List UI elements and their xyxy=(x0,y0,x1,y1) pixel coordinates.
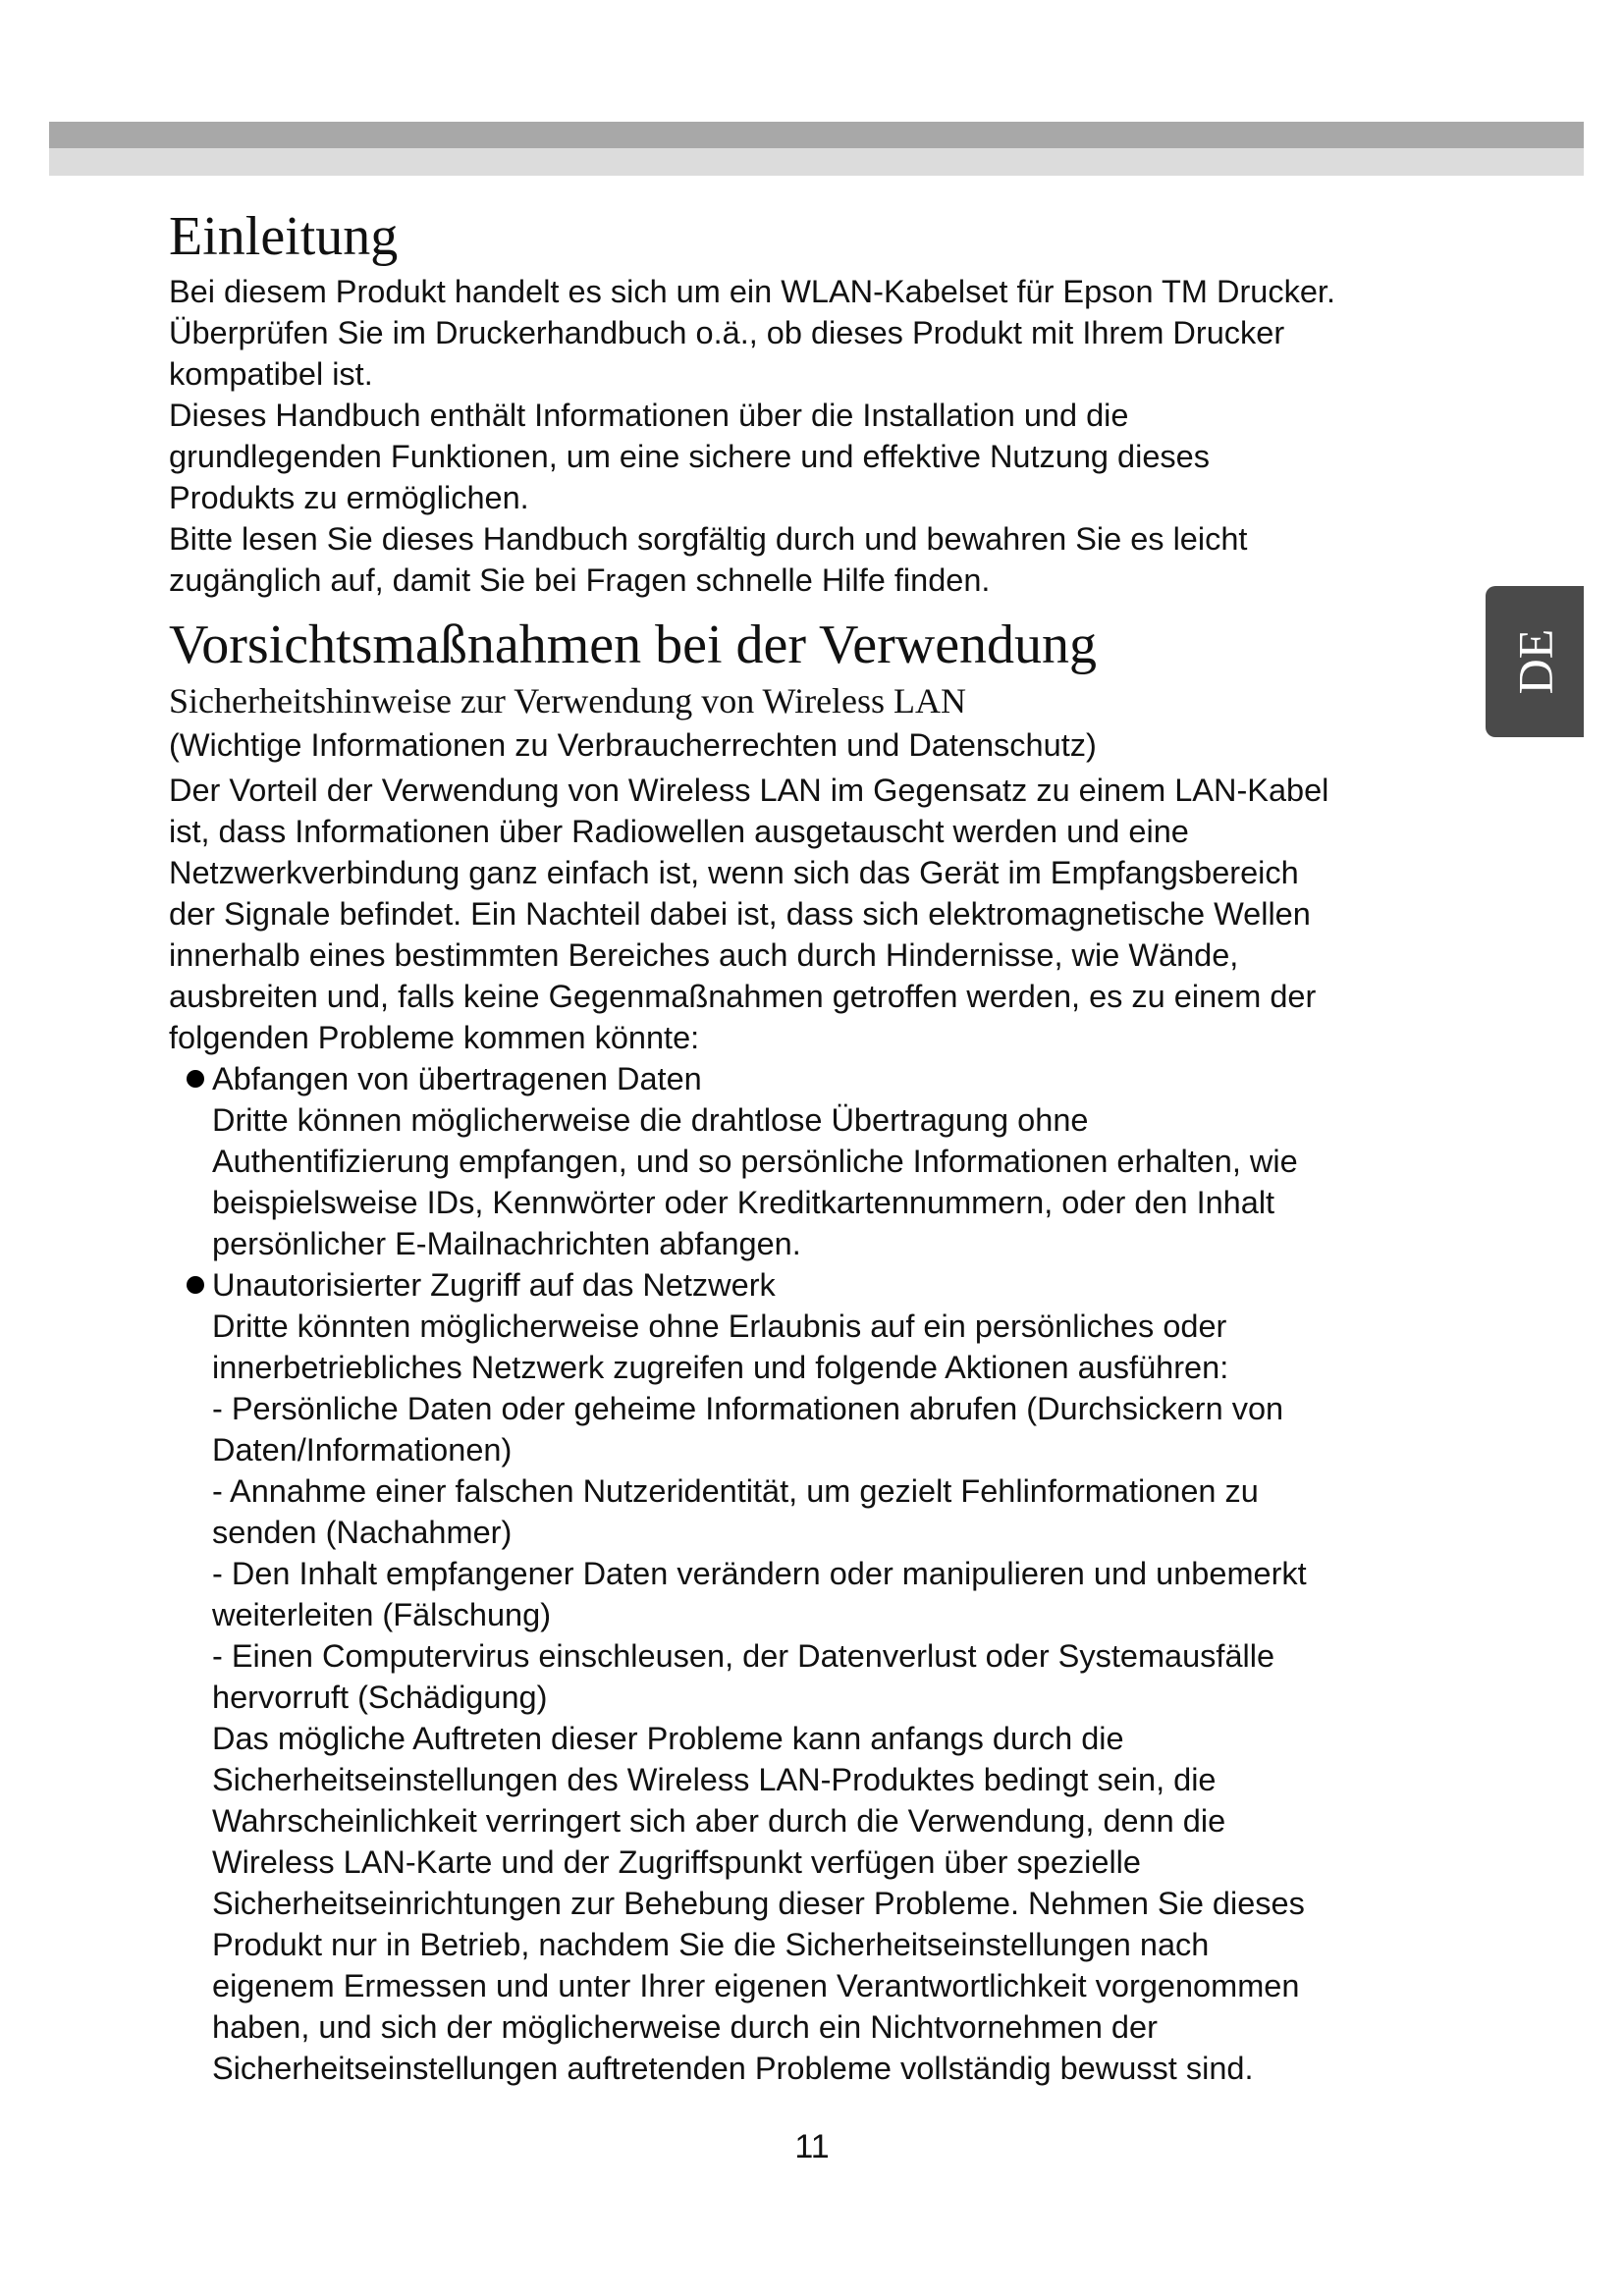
closing-line: haben, und sich der möglicherweise durch ein Nichtvornehmen der xyxy=(212,2009,1158,2045)
intro-line: kompatibel ist. xyxy=(169,356,373,392)
precautions-line: ist, dass Informationen über Radiowellen ausgetauscht werden und eine xyxy=(169,814,1189,849)
closing-line: Produkt nur in Betrieb, nachdem Sie die Sicherheitseinstellungen nach xyxy=(212,1927,1210,1962)
precautions-line: innerhalb eines bestimmten Bereiches auch durch Hindernisse, wie Wände, xyxy=(169,937,1239,973)
closing-line: Wahrscheinlichkeit verringert sich aber durch die Verwendung, denn die xyxy=(212,1803,1226,1839)
closing-line: Wireless LAN-Karte und der Zugriffspunkt verfügen über spezielle xyxy=(212,1844,1141,1880)
precautions-note: (Wichtige Informationen zu Verbraucherrechten und Datenschutz) xyxy=(169,727,1097,763)
closing-line: Sicherheitseinrichtungen zur Behebung dieser Probleme. Nehmen Sie dieses xyxy=(212,1886,1305,1921)
intro-line: Überprüfen Sie im Druckerhandbuch o.ä., ob dieses Produkt mit Ihrem Drucker xyxy=(169,315,1285,350)
intro-paragraphs xyxy=(169,271,1485,601)
page-content xyxy=(169,202,1485,2089)
header-bar xyxy=(49,122,1584,148)
language-tab-label: DE xyxy=(1507,628,1562,695)
intro-line: Produkts zu ermöglichen. xyxy=(169,480,529,515)
intro-line: grundlegenden Funktionen, um eine sichere und effektive Nutzung dieses xyxy=(169,439,1210,474)
closing-line: Sicherheitseinstellungen auftretenden Probleme vollständig bewusst sind. xyxy=(212,2051,1254,2086)
precautions-paragraph xyxy=(169,770,1485,1058)
precautions-subheading: Sicherheitshinweise zur Verwendung von Wireless LAN xyxy=(169,681,967,721)
bullet-line: - Den Inhalt empfangener Daten verändern oder manipulieren und unbemerkt xyxy=(212,1556,1307,1591)
precautions-line: der Signale befindet. Ein Nachteil dabei ist, dass sich elektromagnetische Wellen xyxy=(169,896,1311,932)
bullet-line: - Persönliche Daten oder geheime Informationen abrufen (Durchsickern von xyxy=(212,1391,1284,1426)
bullet-line: persönlicher E-Mailnachrichten abfangen. xyxy=(212,1226,801,1261)
precautions-line: ausbreiten und, falls keine Gegenmaßnahmen getroffen werden, es zu einem der xyxy=(169,979,1317,1014)
bullet-icon xyxy=(187,1070,204,1088)
precautions-heading: Vorsichtsmaßnahmen bei der Verwendung xyxy=(169,614,1098,675)
bullet-item-interception xyxy=(169,1058,1485,1264)
intro-line: Bitte lesen Sie dieses Handbuch sorgfältig durch und bewahren Sie es leicht xyxy=(169,521,1248,557)
bullet-line: senden (Nachahmer) xyxy=(212,1515,513,1550)
bullet-line: Dritte können möglicherweise die drahtlose Übertragung ohne xyxy=(212,1102,1089,1138)
precautions-line: folgenden Probleme kommen könnte: xyxy=(169,1020,700,1055)
bullet-line: hervorruft (Schädigung) xyxy=(212,1680,548,1715)
intro-line: Dieses Handbuch enthält Informationen über die Installation und die xyxy=(169,398,1129,433)
closing-line: eigenem Ermessen und unter Ihrer eigenen Verantwortlichkeit vorgenommen xyxy=(212,1968,1300,2003)
intro-heading: Einleitung xyxy=(169,206,399,267)
bullet-line: beispielsweise IDs, Kennwörter oder Kreditkartennummern, oder den Inhalt xyxy=(212,1185,1275,1220)
intro-line: zugänglich auf, damit Sie bei Fragen schnelle Hilfe finden. xyxy=(169,562,991,598)
bullet-title: Unautorisierter Zugriff auf das Netzwerk xyxy=(212,1267,776,1303)
bullet-line: weiterleiten (Fälschung) xyxy=(212,1597,552,1632)
intro-line: Bei diesem Produkt handelt es sich um ein WLAN-Kabelset für Epson TM Drucker. xyxy=(169,274,1335,309)
bullet-line: innerbetriebliches Netzwerk zugreifen und folgende Aktionen ausführen: xyxy=(212,1350,1229,1385)
bullet-line: Dritte könnten möglicherweise ohne Erlaubnis auf ein persönliches oder xyxy=(212,1308,1227,1344)
closing-line: Das mögliche Auftreten dieser Probleme kann anfangs durch die xyxy=(212,1721,1124,1756)
header-bar-shadow xyxy=(49,148,1584,176)
page-number: 11 xyxy=(794,2128,830,2165)
bullet-icon xyxy=(187,1276,204,1294)
bullet-title: Abfangen von übertragenen Daten xyxy=(212,1061,702,1096)
precautions-line: Der Vorteil der Verwendung von Wireless LAN im Gegensatz zu einem LAN-Kabel xyxy=(169,773,1329,808)
bullet-line: - Einen Computervirus einschleusen, der Datenverlust oder Systemausfälle xyxy=(212,1638,1275,1674)
closing-paragraph xyxy=(169,1718,1485,2089)
language-tab xyxy=(1486,586,1584,737)
bullet-item-unauthorized-access xyxy=(169,1264,1485,1718)
bullet-line: - Annahme einer falschen Nutzeridentität, um gezielt Fehlinformationen zu xyxy=(212,1473,1259,1509)
closing-line: Sicherheitseinstellungen des Wireless LAN-Produktes bedingt sein, die xyxy=(212,1762,1217,1797)
precautions-line: Netzwerkverbindung ganz einfach ist, wenn sich das Gerät im Empfangsbereich xyxy=(169,855,1299,890)
bullet-line: Daten/Informationen) xyxy=(212,1432,513,1468)
bullet-line: Authentifizierung empfangen, und so persönliche Informationen erhalten, wie xyxy=(212,1144,1298,1179)
